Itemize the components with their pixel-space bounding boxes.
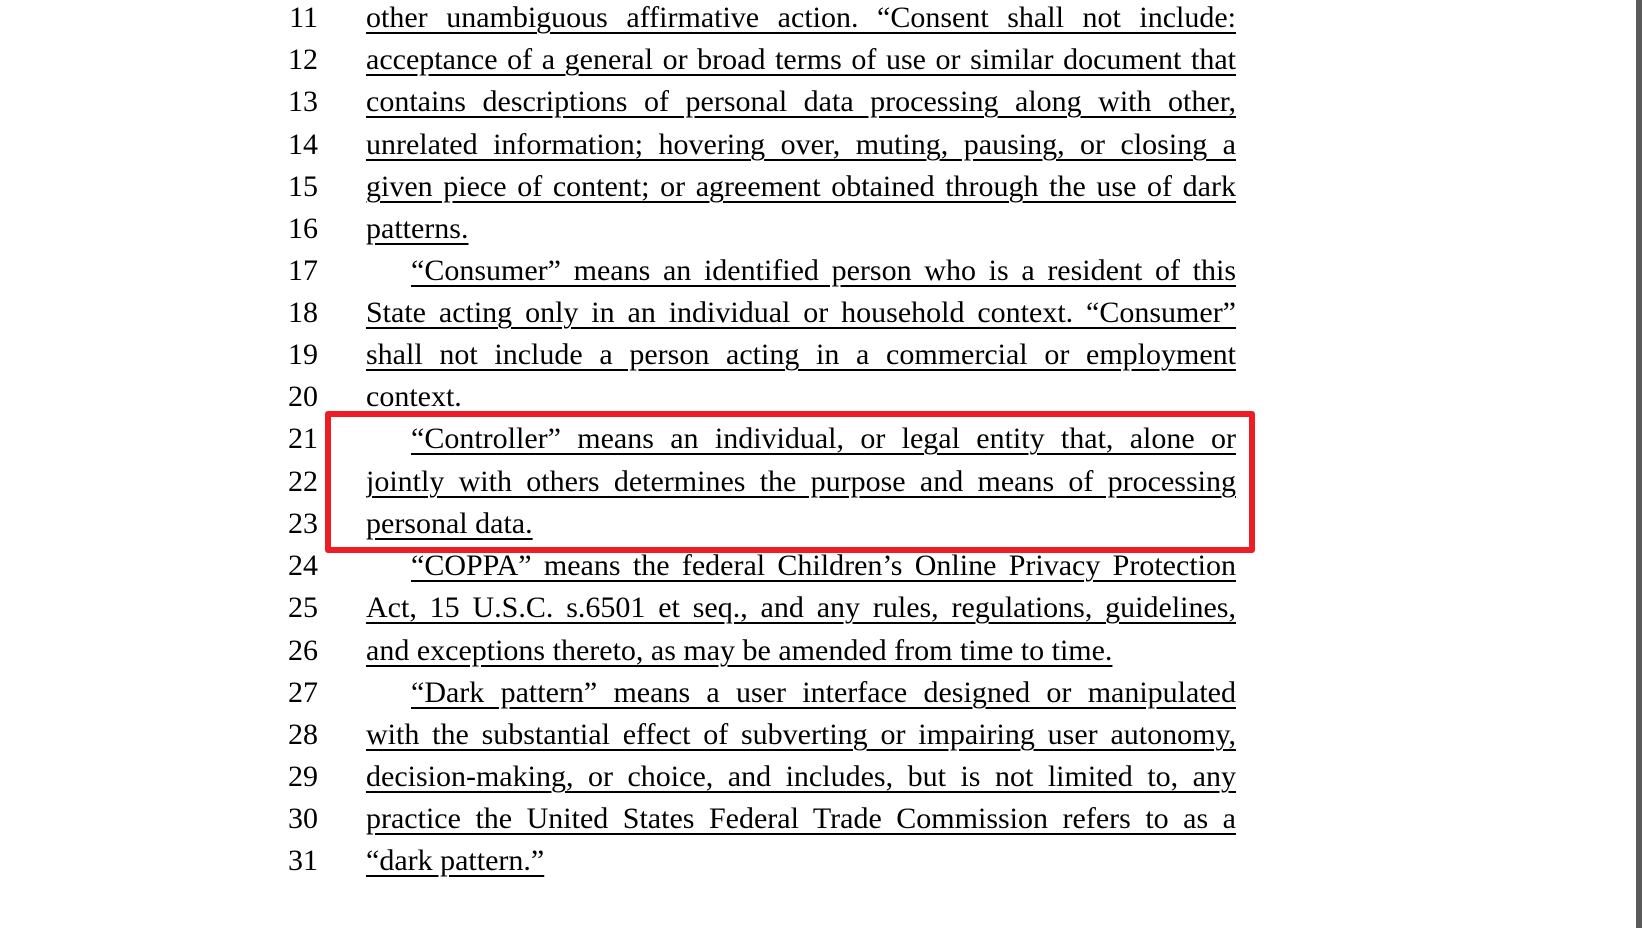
line-number: 21 (288, 422, 318, 455)
line-text: “dark pattern.” (366, 844, 545, 877)
line-text: and exceptions thereto, as may be amended from time to time. (366, 634, 1113, 667)
line-number: 29 (288, 760, 318, 793)
line-text: context. (366, 380, 462, 413)
line-text: “Controller” means an individual, or legal entity that, alone or (411, 422, 1236, 455)
line-number: 20 (288, 380, 318, 413)
line-number: 18 (288, 296, 318, 329)
line-number: 13 (288, 85, 318, 118)
line-text: jointly with others determines the purpose and means of processing (366, 465, 1236, 498)
line-number: 19 (288, 338, 318, 371)
line-text: “COPPA” means the federal Children’s Online Privacy Protection (411, 549, 1236, 582)
highlight-box (325, 411, 1255, 553)
line-text: “Dark pattern” means a user interface designed or manipulated (411, 676, 1236, 709)
line-text: shall not include a person acting in a commercial or employment (366, 338, 1236, 371)
line-number: 23 (288, 507, 318, 540)
line-text: Act, 15 U.S.C. s.6501 et seq., and any rules, regulations, guidelines, (366, 591, 1236, 624)
line-number: 22 (288, 465, 318, 498)
line-number: 24 (288, 549, 318, 582)
line-number: 28 (288, 718, 318, 751)
line-number: 26 (288, 634, 318, 667)
line-text: given piece of content; or agreement obtained through the use of dark (366, 170, 1236, 203)
line-text: “Consumer” means an identified person who is a resident of this (411, 254, 1236, 287)
scrollbar[interactable] (1636, 0, 1642, 928)
line-number: 14 (288, 128, 318, 161)
line-text: decision-making, or choice, and includes, but is not limited to, any (366, 760, 1236, 793)
right-margin (1564, 0, 1642, 928)
line-number: 15 (288, 170, 318, 203)
line-text: practice the United States Federal Trade Commission refers to as a (366, 802, 1236, 835)
line-number: 31 (288, 844, 318, 877)
line-text: unrelated information; hovering over, muting, pausing, or closing a (366, 128, 1236, 161)
line-number: 27 (288, 676, 318, 709)
line-number: 11 (289, 1, 318, 34)
line-number: 12 (288, 43, 318, 76)
line-text: personal data. (366, 507, 533, 540)
line-text: patterns. (366, 212, 469, 245)
line-number: 30 (288, 802, 318, 835)
line-number: 16 (288, 212, 318, 245)
line-text: acceptance of a general or broad terms of use or similar document that (366, 43, 1236, 76)
line-text: State acting only in an individual or household context. “Consumer” (366, 296, 1236, 329)
line-text: with the substantial effect of subverting or impairing user autonomy, (366, 718, 1236, 751)
line-text: other unambiguous affirmative action. “Consent shall not include: (366, 1, 1236, 34)
line-number: 25 (288, 591, 318, 624)
line-text: contains descriptions of personal data processing along with other, (366, 85, 1236, 118)
line-number: 17 (288, 254, 318, 287)
